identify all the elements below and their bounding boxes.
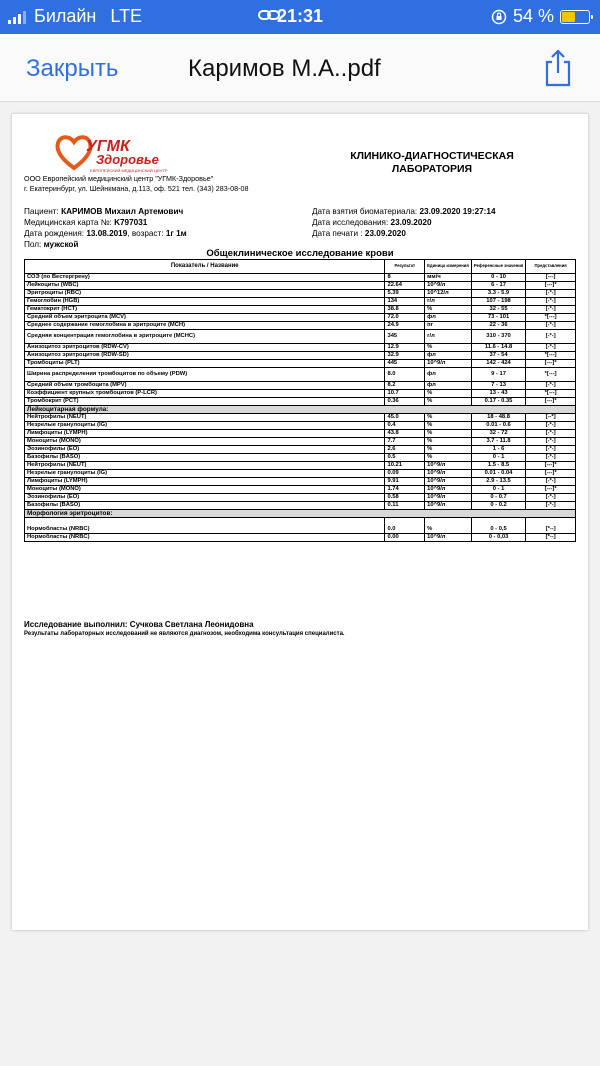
cell-flag: [---]*	[526, 462, 576, 470]
table-row	[25, 470, 576, 478]
cell-flag: [---]*	[526, 360, 576, 368]
cell-unit: фл	[425, 368, 472, 382]
cell-name: Тромбоциты (PLT)	[25, 360, 385, 368]
sex-label: Пол:	[24, 240, 42, 249]
cell-unit: %	[425, 398, 472, 406]
cell-name: Средняя концентрация гемоглобина в эритроците (MCHC)	[25, 330, 385, 344]
close-button[interactable]: Закрыть	[26, 55, 119, 82]
cell-unit: %	[425, 446, 472, 454]
cell-unit: 10^9/л	[425, 502, 472, 510]
cell-name: Незрелые гранулоциты (IG)	[25, 422, 385, 430]
org-name: ООО Европейский медицинский центр "УГМК-Здоровье"	[24, 174, 214, 183]
section-title: Морфология эритроцитов:	[25, 510, 576, 518]
cell-unit: мм/ч	[425, 274, 472, 282]
cell-result: 43.8	[385, 430, 425, 438]
results-table	[24, 259, 576, 542]
cell-result: 22.64	[385, 282, 425, 290]
cell-result: 0.00	[385, 534, 425, 542]
table-row	[25, 290, 576, 298]
cell-result: 0.36	[385, 398, 425, 406]
cell-unit: %	[425, 438, 472, 446]
sample-date-label: Дата взятия биоматериала:	[312, 207, 418, 216]
cell-result: 10.21	[385, 462, 425, 470]
cell-ref: 142 - 424	[471, 360, 525, 368]
cell-ref: 3.3 - 5.9	[471, 290, 525, 298]
patient-label: Пациент:	[24, 207, 59, 216]
cell-name: Базофилы (BASO)	[25, 502, 385, 510]
carrier: Билайн	[34, 6, 97, 26]
cell-flag: [-*-]	[526, 438, 576, 446]
table-row	[25, 352, 576, 360]
lab-title-line2: ЛАБОРАТОРИЯ	[391, 163, 473, 175]
disclaimer: Результаты лабораторных исследований не являются диагнозом, необходима консультация специалиста.	[24, 631, 345, 637]
cell-unit: 10^9/л	[425, 534, 472, 542]
cell-name: Эритроциты (RBC)	[25, 290, 385, 298]
logo-brand-top: УГМК	[86, 138, 130, 155]
cell-unit: %	[425, 430, 472, 438]
cell-result: 38.8	[385, 306, 425, 314]
table-row	[25, 398, 576, 406]
cell-result: 8	[385, 274, 425, 282]
print-date-label: Дата печати :	[312, 229, 363, 238]
cell-ref: 310 - 370	[471, 330, 525, 344]
cell-ref: 0 - 1	[471, 454, 525, 462]
clinic-logo	[54, 128, 168, 180]
table-row	[25, 382, 576, 390]
cell-ref: 7 - 13	[471, 382, 525, 390]
cell-result: 9.91	[385, 478, 425, 486]
table-row	[25, 368, 576, 382]
cell-ref: 0 - 10	[471, 274, 525, 282]
cell-ref: 13 - 43	[471, 390, 525, 398]
cell-flag: [---]*	[526, 486, 576, 494]
patient-name: КАРИМОВ Михаил Артемович	[61, 207, 184, 216]
cell-name: Лимфоциты (LYMPH)	[25, 430, 385, 438]
table-row	[25, 314, 576, 322]
cell-flag: *[---]	[526, 368, 576, 382]
cell-name: Незрелые гранулоциты (IG)	[25, 470, 385, 478]
cell-flag: [---]*	[526, 470, 576, 478]
cell-unit: 10^9/л	[425, 462, 472, 470]
cell-unit: 10^9/л	[425, 360, 472, 368]
age-value: 1г 1м	[165, 229, 187, 238]
table-row	[25, 330, 576, 344]
share-icon	[542, 48, 574, 88]
table-row	[25, 502, 576, 510]
table-row	[25, 360, 576, 368]
cell-result: 12.9	[385, 344, 425, 352]
cell-unit: 10^12/л	[425, 290, 472, 298]
table-row	[25, 306, 576, 314]
cell-unit: %	[425, 414, 472, 422]
nav-bar	[0, 34, 600, 102]
cell-name: Нейтрофилы (NEUT)	[25, 462, 385, 470]
header-ref: Референсные значения	[471, 260, 525, 274]
cell-ref: 0.01 - 0.04	[471, 470, 525, 478]
cell-name: Ширина распределения тромбоцитов по объему (PDW)	[25, 368, 385, 382]
table-row	[25, 486, 576, 494]
cell-result: 345	[385, 330, 425, 344]
cell-flag: [-*-]	[526, 330, 576, 344]
share-button[interactable]	[542, 48, 574, 88]
table-row	[25, 518, 576, 534]
table-row	[25, 298, 576, 306]
cell-result: 5.39	[385, 290, 425, 298]
cell-flag: *[---]	[526, 390, 576, 398]
cell-name: Моноциты (MONO)	[25, 438, 385, 446]
cell-ref: 11.6 - 14.8	[471, 344, 525, 352]
cell-ref: 0.01 - 0.6	[471, 422, 525, 430]
cell-flag: [-*-]	[526, 306, 576, 314]
cell-unit: пг	[425, 322, 472, 330]
cell-name: Нейтрофилы (NEUT)	[25, 414, 385, 422]
print-date: 23.09.2020	[364, 229, 406, 238]
cell-name: Нормобласты (NRBC)	[25, 534, 385, 542]
cell-name: Моноциты (MONO)	[25, 486, 385, 494]
header-flag: Представления	[526, 260, 576, 274]
cell-name: Нормобласты (NRBC)	[25, 518, 385, 534]
study-date-label: Дата исследования:	[312, 218, 389, 227]
cell-ref: 6 - 17	[471, 282, 525, 290]
cell-name: Тромбокрит (PCT)	[25, 398, 385, 406]
cell-name: СОЭ (по Вестергрену)	[25, 274, 385, 282]
table-title: Общеклиническое исследование крови	[206, 248, 394, 259]
cell-flag: [-*-]	[526, 446, 576, 454]
section-row	[25, 406, 576, 414]
cell-ref: 73 - 101	[471, 314, 525, 322]
cell-unit: г/л	[425, 330, 472, 344]
cell-ref: 32 - 72	[471, 430, 525, 438]
cell-name: Средний объем эритроцита (MCV)	[25, 314, 385, 322]
cell-ref: 0.17 - 0.35	[471, 398, 525, 406]
header-result: Результат	[385, 260, 425, 274]
cell-ref: 0 - 0.7	[471, 494, 525, 502]
cell-unit: %	[425, 518, 472, 534]
lab-title-line1: КЛИНИКО-ДИАГНОСТИЧЕСКАЯ	[350, 150, 514, 162]
cell-unit: фл	[425, 314, 472, 322]
dob-value: 13.08.2019	[86, 229, 128, 238]
cell-flag: [---]*	[526, 282, 576, 290]
table-row	[25, 438, 576, 446]
cell-result: 7.7	[385, 438, 425, 446]
cell-flag: [-*-]	[526, 290, 576, 298]
document-title: Каримов М.А..pdf	[188, 55, 381, 82]
header-name: Показатель / Название	[25, 260, 385, 274]
cell-unit: 10^9/л	[425, 486, 472, 494]
cell-unit: 10^9/л	[425, 478, 472, 486]
cell-ref: 32 - 55	[471, 306, 525, 314]
status-bar	[0, 0, 600, 34]
card-number: K797031	[114, 218, 148, 227]
cell-ref: 107 - 198	[471, 298, 525, 306]
table-row	[25, 322, 576, 330]
cell-result: 2.6	[385, 446, 425, 454]
table-row	[25, 274, 576, 282]
logo-subtitle: ЕВРОПЕЙСКИЙ МЕДИЦИНСКИЙ ЦЕНТР	[90, 168, 168, 173]
cell-result: 32.9	[385, 352, 425, 360]
cell-result: 24.9	[385, 322, 425, 330]
cell-flag: [--*]	[526, 414, 576, 422]
card-label: Медицинская карта №:	[24, 218, 112, 227]
cell-flag: [*--]	[526, 518, 576, 534]
header-unit: Единица измерения	[425, 260, 472, 274]
table-row	[25, 454, 576, 462]
cell-ref: 1.5 - 8.5	[471, 462, 525, 470]
sample-date: 23.09.2020 19:27:14	[419, 207, 496, 216]
cell-flag: [-*-]	[526, 502, 576, 510]
cell-unit: г/л	[425, 298, 472, 306]
org-address: г. Екатеринбург, ул. Шейнкмана, д.113, оф. 521 тел. (343) 283-08-08	[24, 184, 249, 193]
table-row	[25, 446, 576, 454]
lab-title	[312, 150, 552, 176]
cell-unit: 10^9/л	[425, 470, 472, 478]
cell-flag: [-*-]	[526, 478, 576, 486]
cell-result: 0.4	[385, 422, 425, 430]
dob-label: Дата рождения:	[24, 229, 85, 238]
table-row	[25, 462, 576, 470]
cell-unit: %	[425, 344, 472, 352]
table-row	[25, 414, 576, 422]
cell-result: 0.11	[385, 502, 425, 510]
battery-percent: 54 %	[512, 6, 554, 26]
cell-flag: [---]*	[526, 398, 576, 406]
cell-ref: 0 - 0,5	[471, 518, 525, 534]
network-type: LTE	[110, 6, 143, 26]
age-label: , возраст:	[127, 229, 164, 238]
cell-flag: [-*-]	[526, 430, 576, 438]
orientation-lock-icon	[491, 9, 507, 25]
cell-unit: %	[425, 454, 472, 462]
cell-name: Лимфоциты (LYMPH)	[25, 478, 385, 486]
cell-unit: фл	[425, 382, 472, 390]
cell-ref: 9 - 17	[471, 368, 525, 382]
cell-ref: 0 - 0,03	[471, 534, 525, 542]
performer: Исследование выполнил: Сучкова Светлана Леонидовна	[24, 620, 254, 629]
cell-result: 8.2	[385, 382, 425, 390]
cell-ref: 0 - 0.2	[471, 502, 525, 510]
table-row	[25, 478, 576, 486]
table-row	[25, 430, 576, 438]
section-row	[25, 510, 576, 518]
battery-icon	[560, 10, 590, 24]
cell-unit: 10^9/л	[425, 282, 472, 290]
cell-unit: %	[425, 390, 472, 398]
cell-unit: %	[425, 422, 472, 430]
cell-flag: [-*-]	[526, 494, 576, 502]
cell-ref: 1 - 6	[471, 446, 525, 454]
cell-result: 0.0	[385, 518, 425, 534]
cell-flag: [---]	[526, 274, 576, 282]
cell-name: Эозинофилы (EO)	[25, 494, 385, 502]
cell-name: Коэффициент крупных тромбоцитов (P-LCR)	[25, 390, 385, 398]
patient-info	[24, 206, 314, 250]
cell-name: Базофилы (BASO)	[25, 454, 385, 462]
cell-unit: 10^9/л	[425, 494, 472, 502]
cell-flag: [-*-]	[526, 382, 576, 390]
cell-result: 445	[385, 360, 425, 368]
table-row	[25, 344, 576, 352]
sex-value: мужской	[43, 240, 79, 249]
cell-ref: 18 - 48.8	[471, 414, 525, 422]
table-row	[25, 534, 576, 542]
cell-result: 8.0	[385, 368, 425, 382]
section-title: Лейкоцитарная формула:	[25, 406, 576, 414]
cell-result: 72.0	[385, 314, 425, 322]
cell-flag: [-*-]	[526, 422, 576, 430]
cell-flag: *[---]	[526, 352, 576, 360]
cell-result: 0.58	[385, 494, 425, 502]
cell-flag: [-*-]	[526, 344, 576, 352]
cell-result: 10.7	[385, 390, 425, 398]
cell-flag: [*--]	[526, 534, 576, 542]
cell-name: Лейкоциты (WBC)	[25, 282, 385, 290]
table-header-row	[25, 260, 576, 274]
cell-name: Эозинофилы (EO)	[25, 446, 385, 454]
cell-name: Гемоглобин (HGB)	[25, 298, 385, 306]
table-row	[25, 282, 576, 290]
cell-result: 0.09	[385, 470, 425, 478]
organization-info	[24, 174, 324, 194]
cell-flag: *[---]	[526, 314, 576, 322]
table-row	[25, 422, 576, 430]
pdf-page[interactable]	[12, 114, 588, 930]
cell-name: Среднее содержание гемоглобина в эритроците (MCH)	[25, 322, 385, 330]
cell-ref: 37 - 54	[471, 352, 525, 360]
cell-flag: [-*-]	[526, 298, 576, 306]
study-date: 23.09.2020	[390, 218, 432, 227]
cell-result: 134	[385, 298, 425, 306]
logo-brand-bottom: Здоровье	[96, 152, 159, 167]
cell-result: 0.5	[385, 454, 425, 462]
cell-flag: [-*-]	[526, 322, 576, 330]
cell-name: Средний объем тромбоцита (MPV)	[25, 382, 385, 390]
cell-name: Анизоцитоз эритроцитов (RDW-CV)	[25, 344, 385, 352]
table-row	[25, 494, 576, 502]
date-info	[312, 206, 572, 239]
table-row	[25, 390, 576, 398]
cell-result: 45.0	[385, 414, 425, 422]
battery-fill	[562, 12, 575, 22]
cell-ref: 3.7 - 11.8	[471, 438, 525, 446]
clock: 21:31	[276, 6, 324, 26]
cell-flag: [-*-]	[526, 454, 576, 462]
cell-ref: 2.9 - 13.5	[471, 478, 525, 486]
cell-name: Анизоцитоз эритроцитов (RDW-SD)	[25, 352, 385, 360]
cell-unit: фл	[425, 352, 472, 360]
cell-ref: 22 - 36	[471, 322, 525, 330]
cell-ref: 0 - 1	[471, 486, 525, 494]
cell-name: Гематокрит (HCT)	[25, 306, 385, 314]
cell-unit: %	[425, 306, 472, 314]
cell-result: 1.74	[385, 486, 425, 494]
